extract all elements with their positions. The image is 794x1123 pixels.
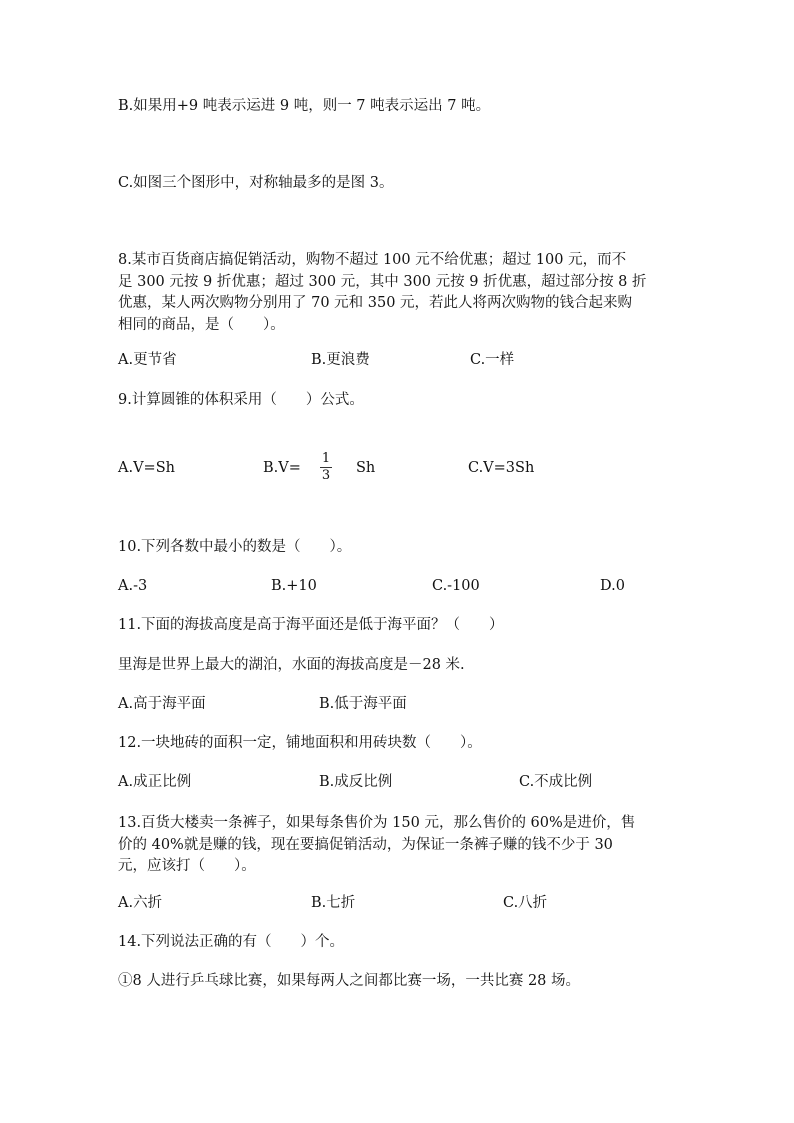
question-13-line-1: 13.百货大楼卖一条裤子，如果每条售价为 150 元，那么售价的 60%是进价，售 — [118, 815, 636, 831]
option-c-previous: C.如图三个图形中，对称轴最多的是图 3。 — [118, 175, 394, 191]
question-12-option-a: A.成正比例 — [118, 774, 192, 790]
question-8-option-a: A.更节省 — [118, 352, 177, 368]
fraction-numerator: 1 — [321, 451, 331, 466]
question-9: 9.计算圆锥的体积采用（ ）公式。 — [118, 392, 364, 408]
question-9-option-b-suffix: Sh — [356, 460, 376, 476]
question-13-option-c: C.八折 — [503, 895, 548, 911]
question-10-option-b: B.+10 — [271, 578, 317, 594]
fraction-denominator: 3 — [321, 468, 331, 483]
question-10-option-a: A.-3 — [118, 578, 148, 594]
question-14: 14.下列说法正确的有（ ）个。 — [118, 934, 345, 950]
question-8 — [118, 250, 678, 336]
question-11-context: 里海是世界上最大的湖泊，水面的海拔高度是－28 米. — [118, 657, 465, 673]
question-13-line-3: 元，应该打（ ）。 — [118, 858, 256, 874]
question-9-fraction — [319, 452, 333, 484]
question-14-statement-1: ①8 人进行乒乓球比赛，如果每两人之间都比赛一场，一共比赛 28 场。 — [118, 973, 581, 989]
question-11-option-b: B.低于海平面 — [319, 696, 407, 712]
question-13 — [118, 813, 678, 878]
question-12-option-b: B.成反比例 — [319, 774, 393, 790]
question-10: 10.下列各数中最小的数是（ ）。 — [118, 539, 352, 555]
question-8-option-c: C.一样 — [470, 352, 515, 368]
question-13-option-b: B.七折 — [311, 895, 356, 911]
option-b-previous: B.如果用+9 吨表示运进 9 吨，则一 7 吨表示运出 7 吨。 — [118, 98, 491, 114]
question-8-line-3: 优惠，某人两次购物分别用了 70 元和 350 元，若此人将两次购物的钱合起来购 — [118, 295, 633, 311]
question-13-line-2: 价的 40%就是赚的钱，现在要搞促销活动，为保证一条裤子赚的钱不少于 30 — [118, 836, 613, 853]
question-11: 11.下面的海拔高度是高于海平面还是低于海平面？（ ） — [118, 617, 504, 633]
question-8-line-4: 相同的商品，是（ ）。 — [118, 316, 285, 333]
question-9-option-b-prefix: B.V= — [263, 460, 301, 476]
question-13-option-a: A.六折 — [118, 895, 163, 911]
question-8-line-2: 足 300 元按 9 折优惠；超过 300 元，其中 300 元按 9 折优惠，超过部分按 8 折 — [118, 273, 647, 290]
question-12: 12.一块地砖的面积一定，铺地面积和用砖块数（ ）。 — [118, 735, 482, 751]
question-10-option-d: D.0 — [600, 578, 625, 594]
question-12-option-c: C.不成比例 — [519, 774, 593, 790]
question-8-option-b: B.更浪费 — [311, 352, 370, 368]
question-11-option-a: A.高于海平面 — [118, 696, 206, 712]
question-10-option-c: C.-100 — [432, 578, 480, 594]
question-8-line-1: 8.某市百货商店搞促销活动，购物不超过 100 元不给优惠；超过 100 元，而不 — [118, 252, 627, 268]
question-9-option-a: A.V=Sh — [118, 460, 175, 476]
question-9-option-c: C.V=3Sh — [468, 460, 535, 476]
